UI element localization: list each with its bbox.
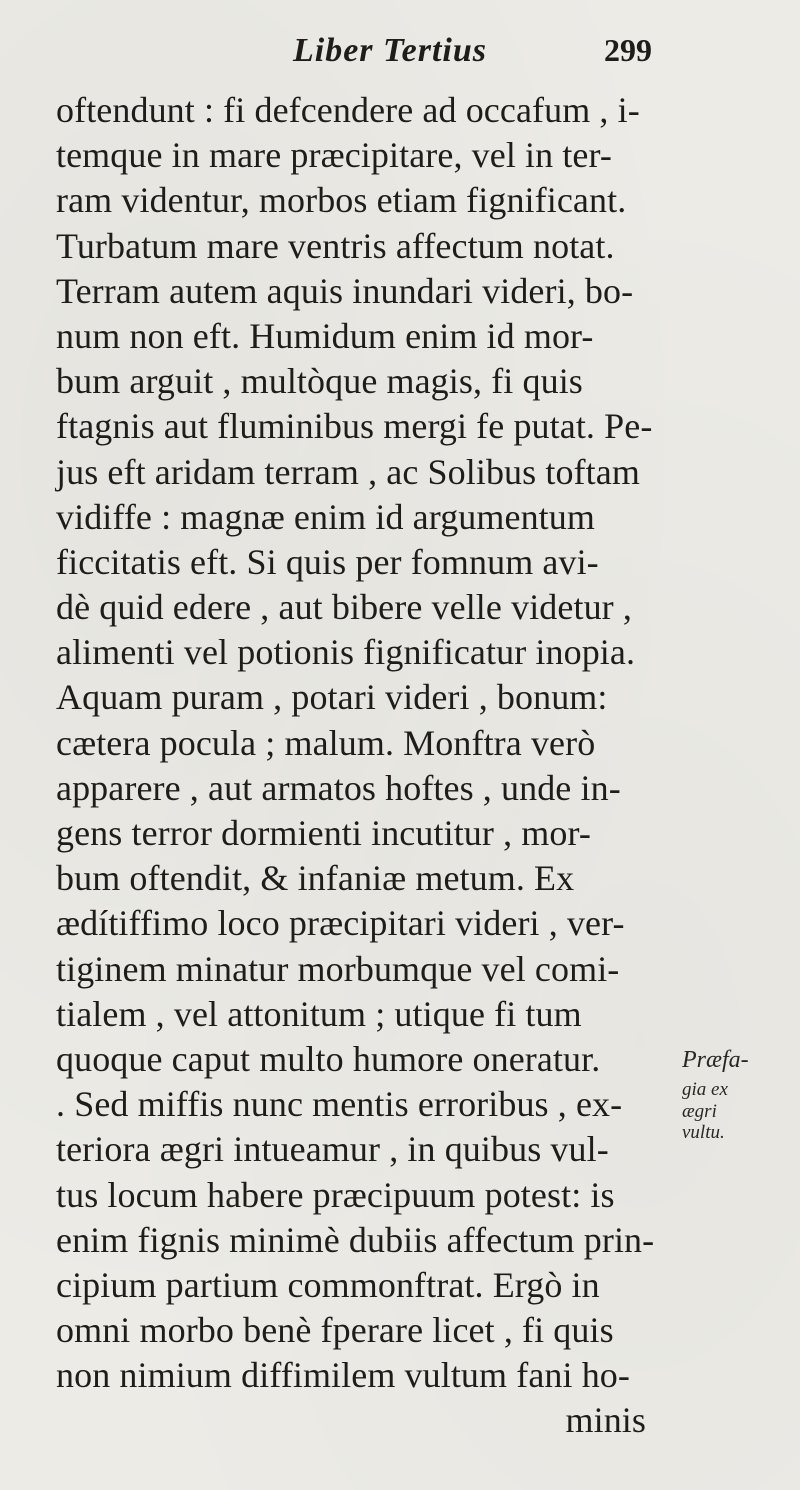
text-line: num non eft. Humidum enim id mor- [56,315,594,356]
text-line: quoque caput multo humore oneratur. [56,1038,601,1079]
text-line: tus locum habere præcipuum potest: is [56,1174,615,1215]
text-line: Aquam puram , potari videri , bonum: [56,677,608,718]
text-line: non nimium diffimilem vultum fani ho- [56,1355,630,1396]
text-line: . Sed miffis nunc mentis erroribus , ex- [56,1084,623,1125]
text-line: gens terror dormienti incutitur , mor- [56,813,591,853]
page-number: 299 [604,32,652,68]
margin-note [682,1048,792,1142]
text-line: Terram autem aquis inundari videri, bo- [56,270,634,311]
text-line: jus eft aridam terram , ac Solibus toftam [56,451,640,492]
text-line: bum arguit , multòque magis, fi quis [56,361,583,402]
text-line: oftendunt : fi defcendere ad occafum , i- [56,90,640,130]
text-line: temque in mare præcipitare, vel in ter- [56,135,612,176]
text-line: tialem , vel attonitum ; utique fi tum [56,993,582,1034]
text-line: alimenti vel potionis fignificatur inopia. [56,632,636,673]
text-line: dè quid edere , aut bibere velle videtur , [56,587,632,628]
text-line: cipium partium commonftrat. Ergò in [56,1264,600,1305]
margin-note-line: vultu. [682,1122,725,1143]
text-line: omni morbo benè fperare licet , fi quis [56,1310,614,1351]
body-text [56,88,676,1444]
text-line: teriora ægri intueamur , in quibus vul- [56,1129,609,1170]
margin-note-line: Præfa- [682,1047,749,1073]
margin-note-line: gia ex [682,1079,728,1100]
text-line: apparere , aut armatos hoftes , unde in- [56,767,621,808]
running-title: Liber Tertius [292,32,488,69]
text-line: ftagnis aut fluminibus mergi fe putat. Pe- [56,406,653,447]
text-line: bum oftendit, & infaniæ metum. Ex [56,858,575,899]
text-line: Turbatum mare ventris affectum notat. [56,225,615,266]
text-line: ram videntur, morbos etiam fignificant. [56,180,627,221]
catchword: minis [565,1400,646,1441]
text-line: enim fignis minimè dubiis affectum prin- [56,1219,655,1260]
text-line: ficcitatis eft. Si quis per fomnum avi- [56,541,599,582]
text-line: tiginem minatur morbumque vel comi- [56,948,620,989]
text-line: ædítiffimo loco præcipitari videri , ver- [56,903,625,944]
text-line: cætera pocula ; malum. Monftra verò [56,722,596,763]
margin-note-line: ægri [682,1101,717,1122]
text-line: vidiffe : magnæ enim id argumentum [56,496,595,537]
page-header [0,18,800,82]
